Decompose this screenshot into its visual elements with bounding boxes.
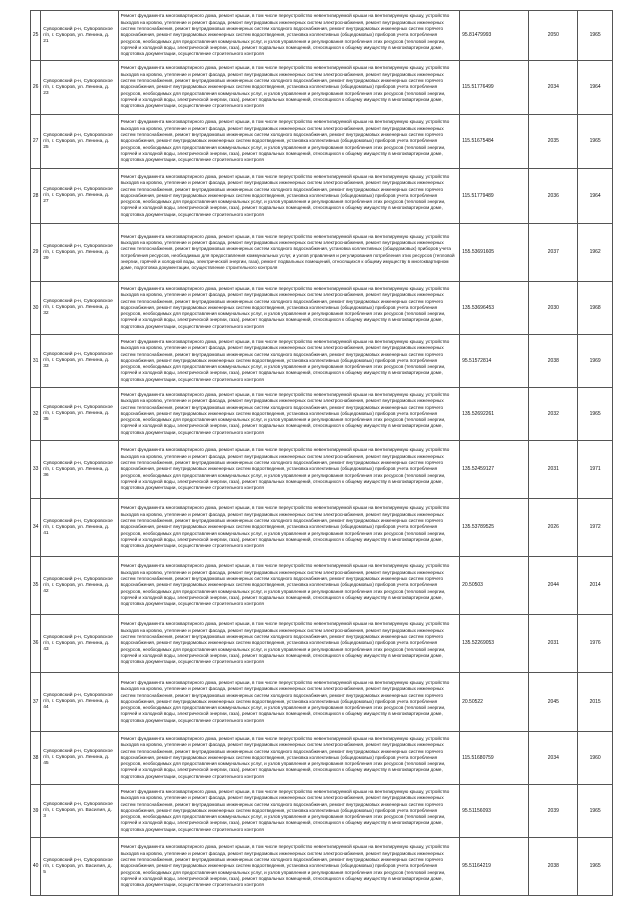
row-amount: 2030 <box>529 282 578 335</box>
table-row <box>31 224 613 282</box>
table-row <box>31 388 613 441</box>
row-year: 2014 <box>578 557 613 615</box>
row-number: 29 <box>31 224 41 282</box>
row-area: 155.53691605 <box>460 224 529 282</box>
row-address: Суворовский р-н, Суворовское г/п, г. Суворов, ул. Ленина, д. 41 <box>41 499 118 557</box>
row-year: 1965 <box>578 838 613 896</box>
row-works: Ремонт фундамента многоквартирного дома, ремонт крыши, в том числе переустройство невентилируемой крыши на вентилируемую крышу, устройство выходов на кровлю, утепление и ремонт фасада, ремонт внутридомовых инженерных систем электроснабжения, ремонт внутридомовых инженерных систем теплоснабжения, ремонт внутридомовых инженерных систем холодного водоснабжения, ремонт внутридомовых инженерных систем горячего водоснабжения, ремонт внутридомовых инженерных систем водоотведения, установка коллективных (общедомовых) приборов учета потребления ресурсов, необходимых для предоставления коммунальных услуг, и узлов управления и регулирования потребления этих ресурсов (тепловой энергии, горячей и холодной воды, электрической энергии, газа), ремонт подвальных помещений, относящихся к общему имуществу в многоквартирном доме, подготовка документации, осуществление строительного контроля <box>118 11 459 61</box>
row-works: Ремонт фундамента многоквартирного дома, ремонт крыши, в том числе переустройство невентилируемой крыши на вентилируемую крышу, устройство выходов на кровлю, утепление и ремонт фасада, ремонт внутридомовых инженерных систем электроснабжения, ремонт внутридомовых инженерных систем теплоснабжения, ремонт внутридомовых инженерных систем холодного водоснабжения, ремонт внутридомовых инженерных систем горячего водоснабжения, ремонт внутридомовых инженерных систем водоотведения, установка коллективных (общедомовых) приборов учета потребления ресурсов, необходимых для предоставления коммунальных услуг, и узлов управления и регулирования потребления этих ресурсов (тепловой энергии, горячей и холодной воды, электрической энергии, газа), ремонт подвальных помещений, относящихся к общему имуществу в многоквартирном доме, подготовка документации, осуществление строительного контроля <box>118 499 459 557</box>
table-row <box>31 673 613 732</box>
row-address: Суворовский р-н, Суворовское г/п, г. Суворов, ул. Ленина, д. 33 <box>41 335 118 388</box>
capital-repair-table <box>30 10 613 896</box>
row-amount: 2037 <box>529 224 578 282</box>
table-row <box>31 11 613 61</box>
row-amount: 2026 <box>529 499 578 557</box>
row-amount: 2038 <box>529 335 578 388</box>
row-amount: 2034 <box>529 61 578 115</box>
row-address: Суворовский р-н, Суворовское г/п, г. Суворов, ул. Ленина, д. 23 <box>41 61 118 115</box>
row-number: 27 <box>31 115 41 169</box>
row-year: 1965 <box>578 11 613 61</box>
row-year: 1962 <box>578 224 613 282</box>
row-number: 38 <box>31 732 41 785</box>
row-number: 26 <box>31 61 41 115</box>
row-year: 1969 <box>578 335 613 388</box>
row-year: 1964 <box>578 169 613 224</box>
row-area: 135.52459127 <box>460 441 529 499</box>
row-number: 36 <box>31 615 41 673</box>
table-row <box>31 441 613 499</box>
row-amount: 2031 <box>529 441 578 499</box>
row-amount: 2038 <box>529 838 578 896</box>
table-row <box>31 282 613 335</box>
row-area: 95.81479993 <box>460 11 529 61</box>
row-address: Суворовский р-н, Суворовское г/п, г. Суворов, ул. Ленина, д. 27 <box>41 169 118 224</box>
row-number: 28 <box>31 169 41 224</box>
row-amount: 2044 <box>529 557 578 615</box>
row-amount: 2050 <box>529 11 578 61</box>
row-works: Ремонт фундамента многоквартирного дома, ремонт крыши, в том числе переустройство невентилируемой крыши на вентилируемую крышу, устройство выходов на кровлю, утепление и ремонт фасада, ремонт внутридомовых инженерных систем электроснабжения, ремонт внутридомовых инженерных систем теплоснабжения, ремонт внутридомовых инженерных систем холодного водоснабжения, ремонт внутридомовых инженерных систем горячего водоснабжения, ремонт внутридомовых инженерных систем водоотведения, установка коллективных (общедомовых) приборов учета потребления ресурсов, необходимых для предоставления коммунальных услуг, и узлов управления и регулирования потребления этих ресурсов (тепловой энергии, горячей и холодной воды, электрической энергии, газа), ремонт подвальных помещений, относящихся к общему имуществу в многоквартирном доме, подготовка документации, осуществление строительного контроля <box>118 335 459 388</box>
table-row <box>31 115 613 169</box>
row-works: Ремонт фундамента многоквартирного дома, ремонт крыши, в том числе переустройство невентилируемой крыши на вентилируемую крышу, устройство выходов на кровлю, утепление и ремонт фасада, ремонт внутридомовых инженерных систем электроснабжения, ремонт внутридомовых инженерных систем теплоснабжения, ремонт внутридомовых инженерных систем холодного водоснабжения, ремонт внутридомовых инженерных систем горячего водоснабжения, ремонт внутридомовых инженерных систем водоотведения, установка коллективных (общедомовых) приборов учета потребления ресурсов, необходимых для предоставления коммунальных услуг, и узлов управления и регулирования потребления этих ресурсов (тепловой энергии, горячей и холодной воды, электрической энергии, газа), ремонт подвальных помещений, относящихся к общему имуществу в многоквартирном доме, подготовка документации, осуществление строительного контроля <box>118 557 459 615</box>
row-area: 20.50503 <box>460 557 529 615</box>
row-address: Суворовский р-н, Суворовское г/п, г. Суворов, ул. Ленина, д. 35 <box>41 388 118 441</box>
row-works: Ремонт фундамента многоквартирного дома, ремонт крыши, в том числе переустройство невентилируемой крыши на вентилируемую крышу, устройство выходов на кровлю, утепление и ремонт фасада, ремонт внутридомовых инженерных систем электроснабжения, ремонт внутридомовых инженерных систем теплоснабжения, ремонт внутридомовых инженерных систем холодного водоснабжения, ремонт внутридомовых инженерных систем горячего водоснабжения, ремонт внутридомовых инженерных систем водоотведения, установка коллективных (общедомовых) приборов учета потребления ресурсов, необходимых для предоставления коммунальных услуг, и узлов управления и регулирования потребления этих ресурсов (тепловой энергии, горячей и холодной воды, электрической энергии, газа), ремонт подвальных помещений, относящихся к общему имуществу в многоквартирном доме, подготовка документации, осуществление строительного контроля <box>118 169 459 224</box>
row-address: Суворовский р-н, Суворовское г/п, г. Суворов, ул. Ленина, д. 36 <box>41 441 118 499</box>
row-works: Ремонт фундамента многоквартирного дома, ремонт крыши, в том числе переустройство невентилируемой крыши на вентилируемую крышу, устройство выходов на кровлю, утепление и ремонт фасада, ремонт внутридомовых инженерных систем электроснабжения, ремонт внутридомовых инженерных систем теплоснабжения, ремонт внутридомовых инженерных систем холодного водоснабжения, ремонт внутридомовых инженерных систем горячего водоснабжения, ремонт внутридомовых инженерных систем водоотведения, установка коллективных (общедомовых) приборов учета потребления ресурсов, необходимых для предоставления коммунальных услуг, и узлов управления и регулирования потребления этих ресурсов (тепловой энергии, горячей и холодной воды, электрической энергии, газа), ремонт подвальных помещений, относящихся к общему имуществу в многоквартирном доме, подготовка документации, осуществление строительного контроля <box>118 732 459 785</box>
table-row <box>31 785 613 838</box>
row-year: 1965 <box>578 115 613 169</box>
row-works: Ремонт фундамента многоквартирного дома, ремонт крыши, в том числе переустройство невентилируемой крыши на вентилируемую крышу, устройство выходов на кровлю, утепление и ремонт фасада, ремонт внутридомовых инженерных систем электроснабжения, ремонт внутридомовых инженерных систем теплоснабжения, ремонт внутридомовых инженерных систем холодного водоснабжения, ремонт внутридомовых инженерных систем горячего водоснабжения, ремонт внутридомовых инженерных систем водоотведения, установка коллективных (общедомовых) приборов учета потребления ресурсов, необходимых для предоставления коммунальных услуг, и узлов управления и регулирования потребления этих ресурсов (тепловой энергии, горячей и холодной воды, электрической энергии, газа), ремонт подвальных помещений, относящихся к общему имуществу в многоквартирном доме, подготовка документации, осуществление строительного контроля <box>118 282 459 335</box>
row-works: Ремонт фундамента многоквартирного дома, ремонт крыши, в том числе переустройство невентилируемой крыши на вентилируемую крышу, устройство выходов на кровлю, утепление и ремонт фасада, ремонт внутридомовых инженерных систем электроснабжения, ремонт внутридомовых инженерных систем теплоснабжения, ремонт внутридомовых инженерных систем холодного водоснабжения, ремонт внутридомовых инженерных систем горячего водоснабжения, ремонт внутридомовых инженерных систем водоотведения, установка коллективных (общедомовых) приборов учета потребления ресурсов, необходимых для предоставления коммунальных услуг, и узлов управления и регулирования потребления этих ресурсов (тепловой энергии, горячей и холодной воды, электрической энергии, газа), ремонт подвальных помещений, относящихся к общему имуществу в многоквартирном доме, подготовка документации, осуществление строительного контроля <box>118 673 459 732</box>
row-year: 1965 <box>578 785 613 838</box>
row-area: 135.52692261 <box>460 388 529 441</box>
row-address: Суворовский р-н, Суворовское г/п, г. Суворов, ул. Василия, д. 3 <box>41 785 118 838</box>
row-amount: 2039 <box>529 785 578 838</box>
row-amount: 2031 <box>529 615 578 673</box>
row-number: 37 <box>31 673 41 732</box>
row-year: 1960 <box>578 732 613 785</box>
row-number: 30 <box>31 282 41 335</box>
row-address: Суворовский р-н, Суворовское г/п, г. Суворов, ул. Василия, д. 5 <box>41 838 118 896</box>
row-works: Ремонт фундамента многоквартирного дома, ремонт крыши, в том числе переустройство невентилируемой крыши на вентилируемую крышу, устройство выходов на кровлю, утепление и ремонт фасада, ремонт внутридомовых инженерных систем электроснабжения, ремонт внутридомовых инженерных систем теплоснабжения, ремонт внутридомовых инженерных систем холодного водоснабжения, ремонт внутридомовых инженерных систем горячего водоснабжения, ремонт внутридомовых инженерных систем водоотведения, установка коллективных (общедомовых) приборов учета потребления ресурсов, необходимых для предоставления коммунальных услуг, и узлов управления и регулирования потребления этих ресурсов (тепловой энергии, горячей и холодной воды, электрической энергии, газа), ремонт подвальных помещений, относящихся к общему имуществу в многоквартирном доме, подготовка документации, осуществление строительного контроля <box>118 388 459 441</box>
row-works: Ремонт фундамента многоквартирного дома, ремонт крыши, в том числе переустройство невентилируемой крыши на вентилируемую крышу, устройство выходов на кровлю, утепление и ремонт фасада, ремонт внутридомовых инженерных систем электроснабжения, ремонт внутридомовых инженерных систем теплоснабжения, ремонт внутридомовых инженерных систем холодного водоснабжения, ремонт внутридомовых инженерных систем горячего водоснабжения, ремонт внутридомовых инженерных систем водоотведения, установка коллективных (общедомовых) приборов учета потребления ресурсов, необходимых для предоставления коммунальных услуг, и узлов управления и регулирования потребления этих ресурсов (тепловой энергии, горячей и холодной воды, электрической энергии, газа), ремонт подвальных помещений, относящихся к общему имуществу в многоквартирном доме, подготовка документации, осуществление строительного контроля <box>118 115 459 169</box>
row-amount: 2032 <box>529 388 578 441</box>
row-address: Суворовский р-н, Суворовское г/п, г. Суворов, ул. Ленина, д. 29 <box>41 224 118 282</box>
row-area: 135.53789525 <box>460 499 529 557</box>
row-number: 35 <box>31 557 41 615</box>
row-year: 1972 <box>578 499 613 557</box>
row-amount: 2045 <box>529 673 578 732</box>
row-area: 135.52269053 <box>460 615 529 673</box>
row-number: 31 <box>31 335 41 388</box>
row-address: Суворовский р-н, Суворовское г/п, г. Суворов, ул. Ленина, д. 25 <box>41 115 118 169</box>
row-number: 40 <box>31 838 41 896</box>
row-number: 25 <box>31 11 41 61</box>
table-row <box>31 61 613 115</box>
row-area: 135.53696453 <box>460 282 529 335</box>
row-address: Суворовский р-н, Суворовское г/п, г. Суворов, ул. Ленина, д. 43 <box>41 615 118 673</box>
table-row <box>31 732 613 785</box>
row-area: 95.51572814 <box>460 335 529 388</box>
row-number: 32 <box>31 388 41 441</box>
row-works: Ремонт фундамента многоквартирного дома, ремонт крыши, в том числе переустройство невентилируемой крыши на вентилируемую крышу, устройство выходов на кровлю, утепление и ремонт фасада, ремонт внутридомовых инженерных систем электроснабжения, ремонт внутридомовых инженерных систем теплоснабжения, ремонт внутридомовых инженерных систем холодного водоснабжения, ремонт внутридомовых инженерных систем горячего водоснабжения, ремонт внутридомовых инженерных систем водоотведения, установка коллективных (общедомовых) приборов учета потребления ресурсов, необходимых для предоставления коммунальных услуг, и узлов управления и регулирования потребления этих ресурсов (тепловой энергии, горячей и холодной воды, электрической энергии, газа), ремонт подвальных помещений, относящихся к общему имуществу в многоквартирном доме, подготовка документации, осуществление строительного контроля <box>118 838 459 896</box>
row-area: 115.51779489 <box>460 169 529 224</box>
table-row <box>31 838 613 896</box>
row-amount: 2034 <box>529 732 578 785</box>
row-area: 115.51675484 <box>460 115 529 169</box>
row-year: 1965 <box>578 388 613 441</box>
row-amount: 2036 <box>529 169 578 224</box>
row-address: Суворовский р-н, Суворовское г/п, г. Суворов, ул. Ленина, д. 45 <box>41 732 118 785</box>
row-works: Ремонт фундамента многоквартирного дома, ремонт крыши, в том числе переустройство невентилируемой крыши на вентилируемую крышу, устройство выходов на кровлю, утепление и ремонт фасада, ремонт внутридомовых инженерных систем электроснабжения, ремонт внутридомовых инженерных систем теплоснабжения, ремонт внутридомовых инженерных систем холодного водоснабжения, ремонт внутридомовых инженерных систем горячего водоснабжения, ремонт внутридомовых инженерных систем водоотведения, установка коллективных (общедомовых) приборов учета потребления ресурсов, необходимых для предоставления коммунальных услуг, и узлов управления и регулирования потребления этих ресурсов (тепловой энергии, горячей и холодной воды, электрической энергии, газа), ремонт подвальных помещений, относящихся к общему имуществу в многоквартирном доме, подготовка документации, осуществление строительного контроля <box>118 785 459 838</box>
table-row <box>31 557 613 615</box>
row-address: Суворовский р-н, Суворовское г/п, г. Суворов, ул. Ленина, д. 44 <box>41 673 118 732</box>
row-address: Суворовский р-н, Суворовское г/п, г. Суворов, ул. Ленина, д. 21 <box>41 11 118 61</box>
row-address: Суворовский р-н, Суворовское г/п, г. Суворов, ул. Ленина, д. 32 <box>41 282 118 335</box>
row-address: Суворовский р-н, Суворовское г/п, г. Суворов, ул. Ленина, д. 42 <box>41 557 118 615</box>
table-row <box>31 615 613 673</box>
row-year: 1971 <box>578 441 613 499</box>
table-row <box>31 335 613 388</box>
row-area: 115.51680759 <box>460 732 529 785</box>
row-area: 20.50522 <box>460 673 529 732</box>
row-number: 34 <box>31 499 41 557</box>
row-works: Ремонт фундамента многоквартирного дома, ремонт крыши, в том числе переустройство невентилируемой крыши на вентилируемую крышу, устройство выходов на кровлю, утепление и ремонт фасада, ремонт внутридомовых инженерных систем электроснабжения, ремонт внутридомовых инженерных систем теплоснабжения, ремонт внутридомовых инженерных систем холодного водоснабжения, ремонт внутридомовых инженерных систем горячего водоснабжения, ремонт внутридомовых инженерных систем водоотведения, установка коллективных (общедомовых) приборов учета потребления ресурсов, необходимых для предоставления коммунальных услуг, и узлов управления и регулирования потребления этих ресурсов (тепловой энергии, горячей и холодной воды, электрической энергии, газа), ремонт подвальных помещений, относящихся к общему имуществу в многоквартирном доме, подготовка документации, осуществление строительного контроля <box>118 615 459 673</box>
table-row <box>31 499 613 557</box>
row-area: 115.51776499 <box>460 61 529 115</box>
row-works: Ремонт фундамента многоквартирного дома, ремонт крыши, в том числе переустройство невентилируемой крыши на вентилируемую крышу, устройство выходов на кровлю, утепление и ремонт фасада, ремонт внутридомовых инженерных систем электроснабжения, ремонт внутридомовых инженерных систем теплоснабжения, ремонт внутридомовых инженерных систем холодного водоснабжения, ремонт внутридомовых инженерных систем горячего водоснабжения, ремонт внутридомовых инженерных систем водоотведения, установка коллективных (общедомовых) приборов учета потребления ресурсов, необходимых для предоставления коммунальных услуг, и узлов управления и регулирования потребления этих ресурсов (тепловой энергии, горячей и холодной воды, электрической энергии, газа), ремонт подвальных помещений, относящихся к общему имуществу в многоквартирном доме, подготовка документации, осуществление строительного контроля <box>118 61 459 115</box>
row-works: Ремонт фундамента многоквартирного дома, ремонт крыши, в том числе переустройство невентилируемой крыши на вентилируемую крышу, устройство выходов на кровлю, утепление и ремонт фасада, ремонт внутридомовых инженерных систем электроснабжения, ремонт внутридомовых инженерных систем теплоснабжения, ремонт внутридомовых инженерных систем холодного водоснабжения, установка коллективных (общедомовых) приборов учета потребления ресурсов, необходимых для предоставления коммунальных услуг, и узлов управления и регулирования потребления этих ресурсов (тепловой энергии, горячей и холодной воды, электрической энергии, газа), ремонт подвальных помещений, относящихся к общему имуществу в многоквартирном доме, подготовка документации, осуществление строительного контроля <box>118 224 459 282</box>
row-number: 39 <box>31 785 41 838</box>
row-area: 95.51156093 <box>460 785 529 838</box>
row-year: 1964 <box>578 61 613 115</box>
row-number: 33 <box>31 441 41 499</box>
row-year: 2015 <box>578 673 613 732</box>
row-area: 95.51164219 <box>460 838 529 896</box>
row-amount: 2035 <box>529 115 578 169</box>
row-works: Ремонт фундамента многоквартирного дома, ремонт крыши, в том числе переустройство невентилируемой крыши на вентилируемую крышу, устройство выходов на кровлю, утепление и ремонт фасада, ремонт внутридомовых инженерных систем электроснабжения, ремонт внутридомовых инженерных систем теплоснабжения, ремонт внутридомовых инженерных систем холодного водоснабжения, ремонт внутридомовых инженерных систем горячего водоснабжения, ремонт внутридомовых инженерных систем водоотведения, установка коллективных (общедомовых) приборов учета потребления ресурсов, необходимых для предоставления коммунальных услуг, и узлов управления и регулирования потребления этих ресурсов (тепловой энергии, горячей и холодной воды, электрической энергии, газа), ремонт подвальных помещений, относящихся к общему имуществу в многоквартирном доме, подготовка документации, осуществление строительного контроля <box>118 441 459 499</box>
row-year: 1976 <box>578 615 613 673</box>
table-body <box>31 11 613 896</box>
row-year: 1968 <box>578 282 613 335</box>
table-row <box>31 169 613 224</box>
